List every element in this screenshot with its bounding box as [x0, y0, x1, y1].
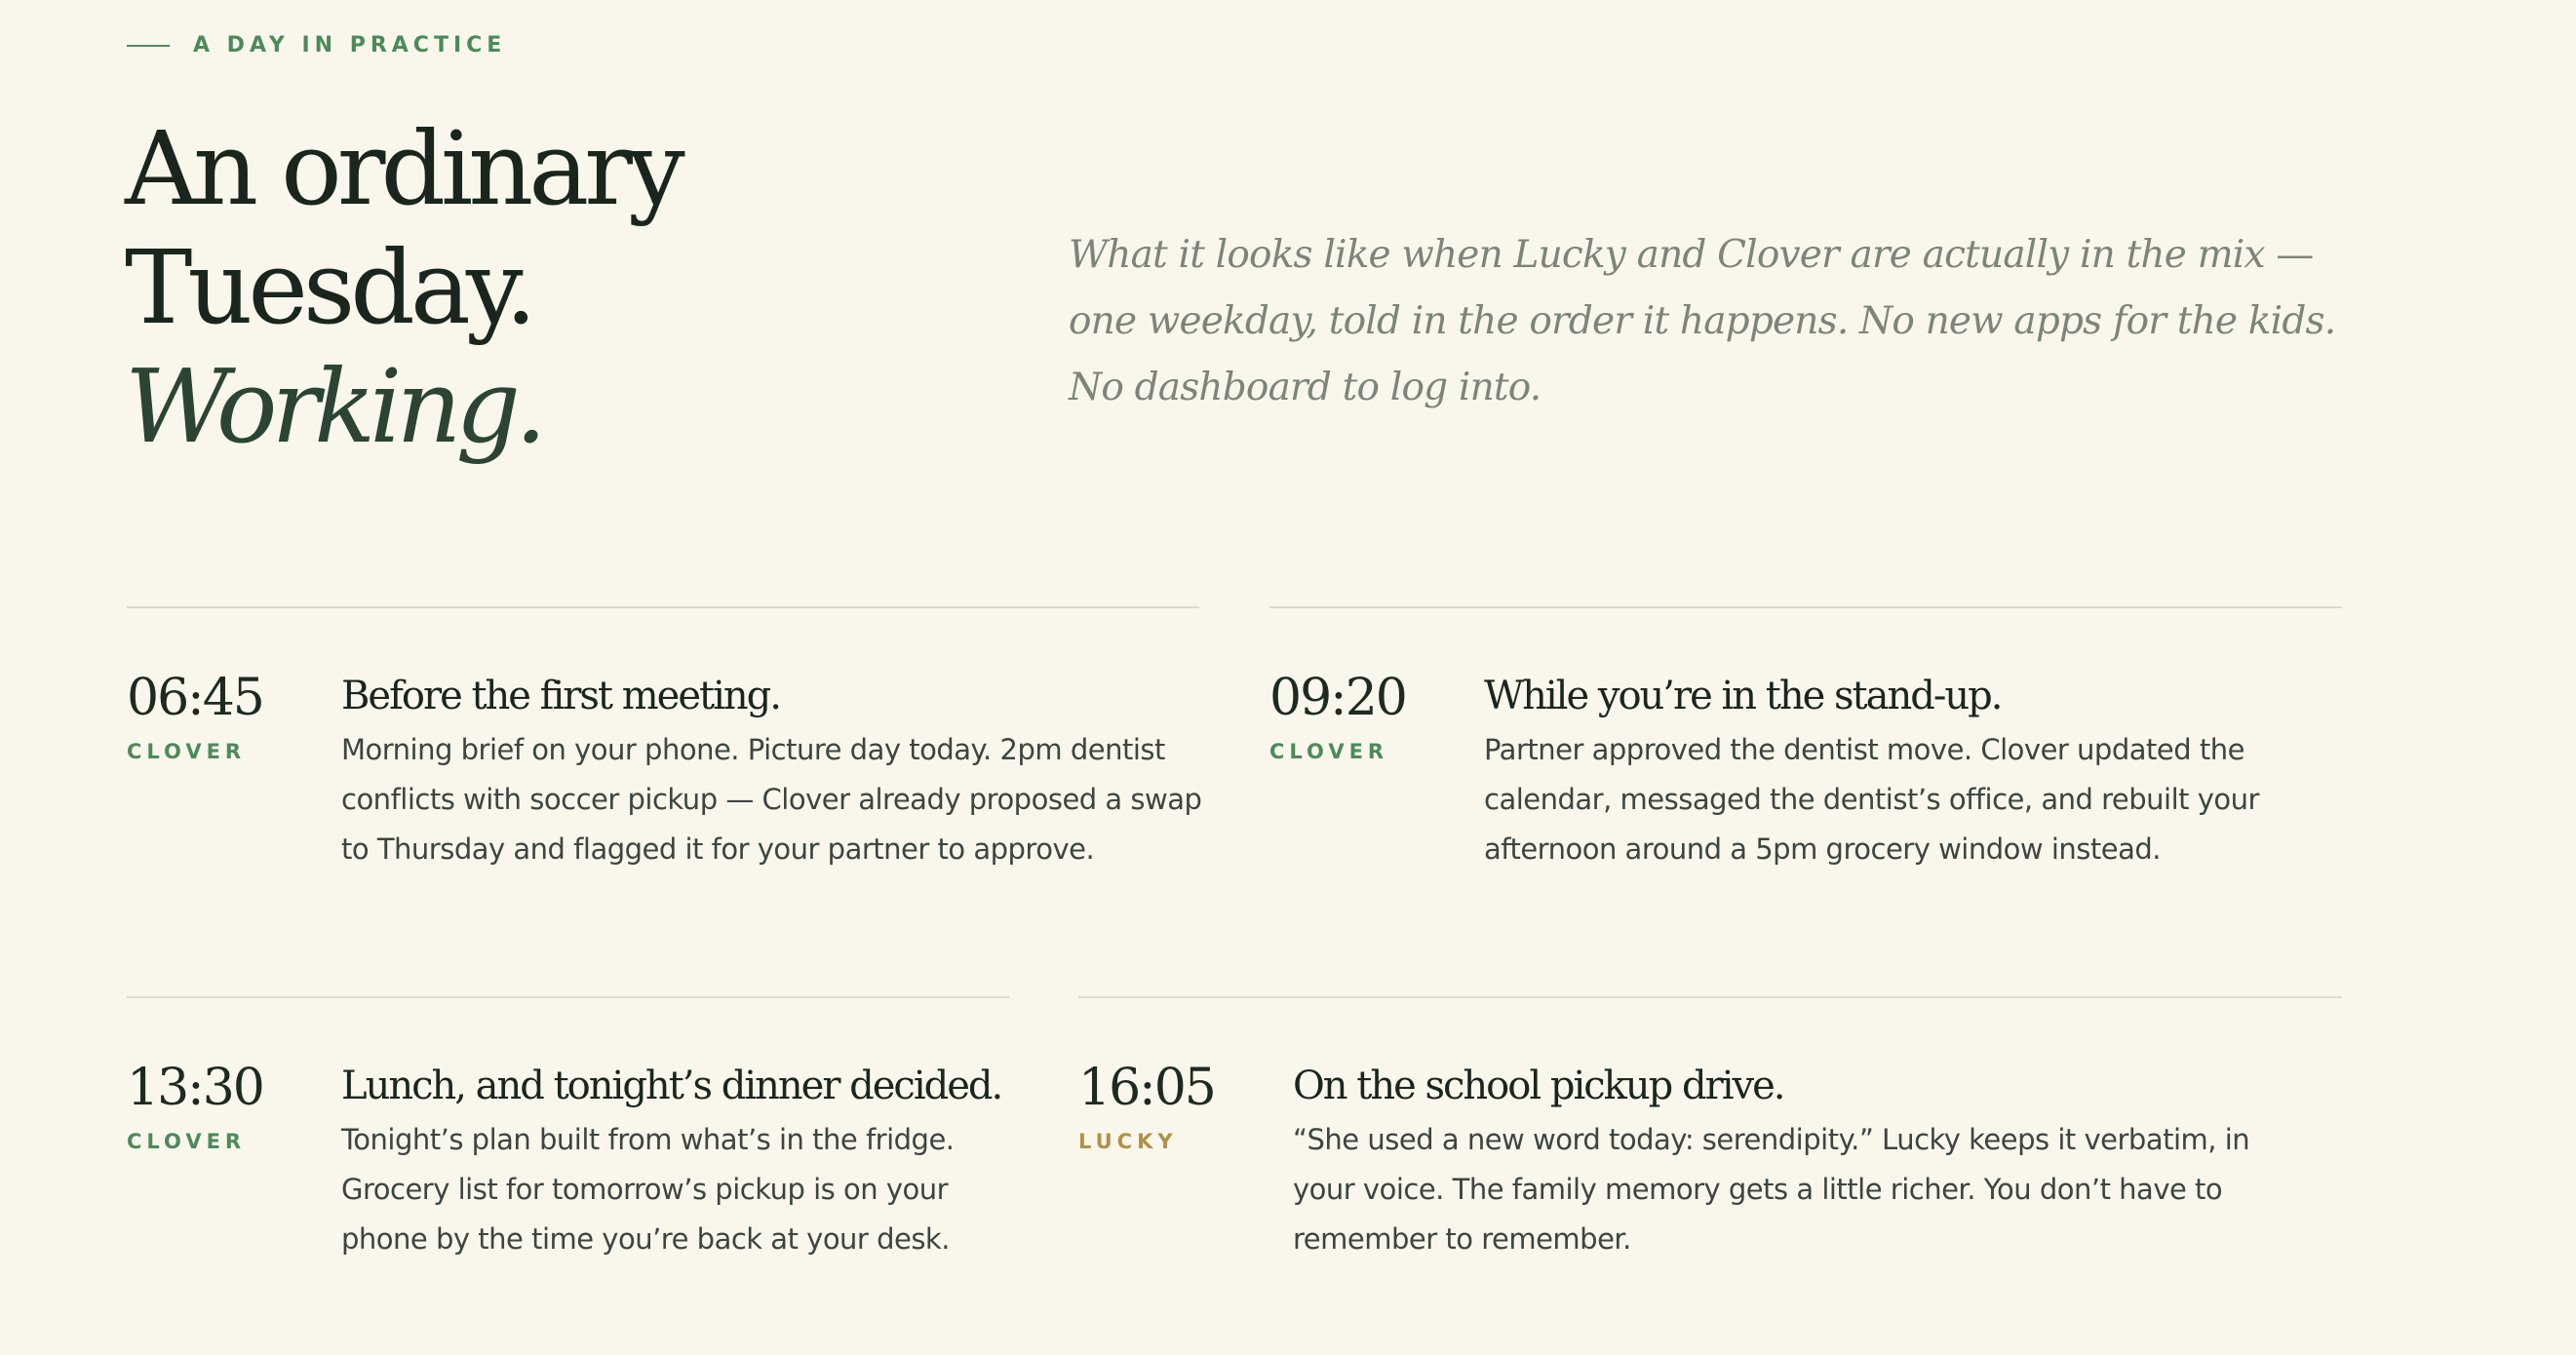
entry-agent-label: CLOVER	[1269, 740, 1389, 763]
entry-title: On the school pickup drive.	[1293, 1064, 1784, 1108]
entry-title: While you’re in the stand-up.	[1484, 674, 2002, 718]
entry-body	[1293, 1059, 2287, 1264]
eyebrow-label: A DAY IN PRACTICE	[193, 33, 507, 58]
entry-title: Before the first meeting.	[341, 674, 780, 718]
headline-line-3: Working.	[125, 347, 542, 466]
entry-description: “She used a new word today: serendipity.” Lucky keeps it verbatim, in your voice. The family memory gets a little richer. You don’t have to remember to remember.	[1293, 1123, 2250, 1256]
section-eyebrow	[127, 33, 506, 58]
entry-body	[341, 669, 1209, 874]
headline-line-1: An ordinary	[125, 109, 681, 228]
entry-time: 06:45	[127, 669, 263, 727]
entry-description: Tonight’s plan built from what’s in the fridge. Grocery list for tomorrow’s pickup is on your phone by the time you’re back at your desk.	[341, 1123, 955, 1256]
timeline-entry-1605	[1078, 996, 2342, 1291]
entry-time: 09:20	[1269, 669, 1406, 727]
timeline-entry-0645	[127, 606, 1202, 901]
timeline-entry-0920	[1269, 606, 2342, 901]
entry-time: 13:30	[127, 1059, 263, 1117]
intro-text: What it looks like when Lucky and Clover are actually in the mix — one weekday, told in the order it happens. No new apps for the kids. No dashboard to log into.	[1069, 233, 2336, 409]
entry-description: Partner approved the dentist move. Clover updated the calendar, messaged the dentist’s office, and rebuilt your afternoon around a 5pm grocery window instead.	[1484, 733, 2259, 866]
entry-agent-label: LUCKY	[1078, 1130, 1178, 1153]
timeline-entry-1330	[127, 996, 1009, 1291]
entry-title: Lunch, and tonight’s dinner decided.	[341, 1064, 1002, 1108]
headline-line-2: Tuesday.	[125, 228, 532, 347]
eyebrow-rule	[127, 45, 170, 47]
entry-time: 16:05	[1078, 1059, 1215, 1117]
entry-description: Morning brief on your phone. Picture day today. 2pm dentist conflicts with soccer pickup — Clover already proposed a swap to Thursday and flagged it for your partner to approve.	[341, 733, 1202, 866]
entry-agent-label: CLOVER	[127, 1130, 247, 1153]
entry-body	[1484, 669, 2293, 874]
entry-agent-label: CLOVER	[127, 740, 247, 763]
entry-body	[341, 1059, 1004, 1264]
page-headline	[125, 109, 681, 466]
